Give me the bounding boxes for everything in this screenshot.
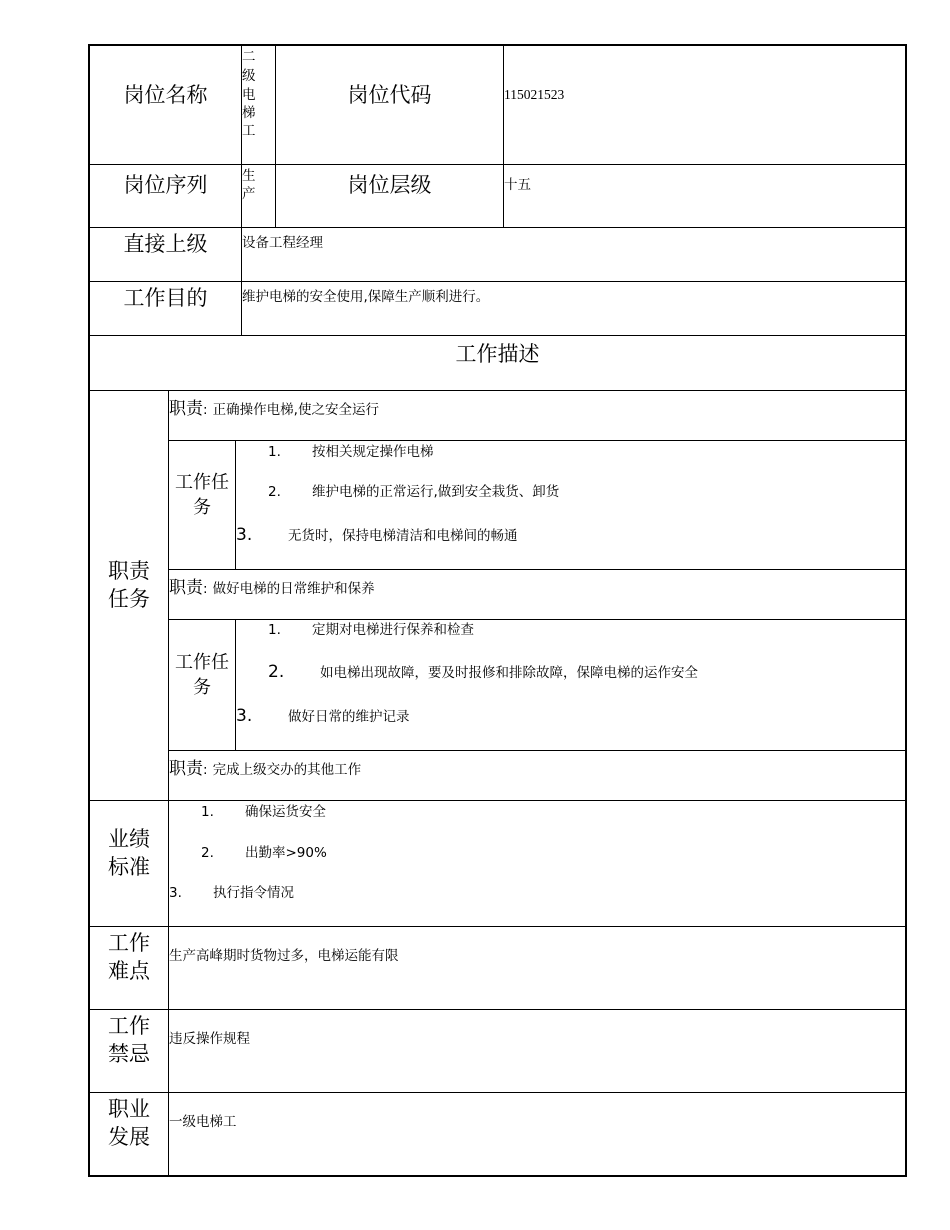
post-name-char: 级 — [242, 68, 256, 84]
row-divider — [88, 1092, 907, 1093]
post-level-value: 十五 — [504, 177, 531, 193]
task-item — [268, 663, 698, 683]
task-text: 定期对电梯进行保养和检查 — [312, 622, 474, 638]
taboo-label-line: 工作 — [108, 1014, 150, 1038]
career-label — [90, 1095, 168, 1151]
task-label-line: 工作任 — [175, 652, 229, 673]
task-text: 如电梯出现故障，要及时报修和排除故障，保障电梯的运作安全 — [320, 665, 698, 681]
row-divider — [168, 619, 907, 620]
post-name-label: 岗位名称 — [123, 83, 208, 107]
performance-number: 2. — [201, 845, 214, 861]
performance-label-line: 标准 — [108, 855, 150, 879]
post-code-value: 115021523 — [504, 87, 565, 102]
performance-number: 3. — [169, 885, 182, 901]
row-divider — [88, 335, 907, 336]
task-label-line: 务 — [193, 497, 211, 518]
row-divider — [88, 281, 907, 282]
task-text: 无货时，保持电梯清洁和电梯间的畅通 — [288, 528, 518, 544]
performance-item — [169, 884, 294, 903]
task-label — [169, 470, 235, 520]
post-series-char: 产 — [242, 186, 256, 202]
row-divider — [88, 800, 907, 801]
table-border-right — [905, 44, 907, 1177]
performance-label-line: 业绩 — [108, 827, 150, 851]
superior-value: 设备工程经理 — [242, 235, 323, 251]
duties-label-line: 任务 — [108, 587, 150, 611]
col-divider — [503, 44, 504, 228]
task-number: 2. — [268, 662, 285, 682]
duty-prefix: 职责 — [169, 578, 203, 598]
duty-text: 做好电梯的日常维护和保养 — [212, 581, 375, 597]
duty-colon: : — [203, 581, 208, 597]
task-text: 维护电梯的正常运行,做到安全栽货、卸货 — [312, 484, 560, 500]
row-divider — [168, 440, 907, 441]
difficulty-label — [90, 929, 168, 985]
row-divider — [168, 750, 907, 751]
career-label-line: 职业 — [108, 1097, 150, 1121]
duty-colon: : — [203, 762, 208, 778]
superior-label: 直接上级 — [123, 232, 208, 256]
post-name-char: 电 — [242, 87, 256, 103]
col-divider — [235, 440, 236, 570]
taboo-value: 违反操作规程 — [169, 1031, 250, 1047]
difficulty-value: 生产高峰期时货物过多，电梯运能有限 — [169, 948, 399, 964]
col-divider — [235, 619, 236, 751]
row-divider — [88, 227, 907, 228]
row-divider — [168, 569, 907, 570]
post-name-char: 梯 — [242, 105, 256, 121]
duties-label-line: 职责 — [108, 559, 150, 583]
difficulty-label-line: 难点 — [108, 959, 150, 983]
purpose-label: 工作目的 — [123, 286, 208, 310]
table-border-top — [88, 44, 907, 46]
task-number: 3. — [236, 706, 253, 726]
row-divider — [88, 926, 907, 927]
performance-text: 确保运货安全 — [245, 804, 326, 820]
duty-prefix: 职责 — [169, 759, 203, 779]
post-name-char: 工 — [242, 123, 256, 139]
task-item — [268, 621, 474, 640]
task-text: 按相关规定操作电梯 — [312, 444, 434, 460]
post-series-char: 生 — [242, 168, 256, 184]
task-number: 1. — [268, 622, 281, 638]
duty-prefix: 职责 — [169, 399, 203, 419]
row-divider — [88, 164, 907, 165]
career-label-line: 发展 — [108, 1125, 150, 1149]
duty-heading — [169, 394, 869, 420]
task-item — [268, 483, 559, 502]
performance-number: 1. — [201, 804, 214, 820]
row-divider — [88, 1009, 907, 1010]
performance-text: 出勤率>90% — [245, 845, 327, 861]
table-border-bottom — [88, 1175, 907, 1177]
col-divider — [275, 44, 276, 228]
performance-item — [201, 803, 326, 822]
purpose-value: 维护电梯的安全使用,保障生产顺利进行。 — [242, 289, 490, 305]
duties-label — [90, 557, 168, 613]
task-label — [169, 650, 235, 700]
task-label-line: 工作任 — [175, 472, 229, 493]
post-code-label: 岗位代码 — [347, 83, 432, 107]
description-title: 工作描述 — [455, 342, 540, 366]
duty-colon: : — [203, 402, 208, 418]
task-number: 2. — [268, 484, 281, 500]
task-label-line: 务 — [193, 677, 211, 698]
taboo-label-line: 禁忌 — [108, 1042, 150, 1066]
task-text: 做好日常的维护记录 — [288, 709, 410, 725]
performance-label — [90, 825, 168, 881]
row-divider — [88, 390, 907, 391]
career-value: 一级电梯工 — [169, 1114, 237, 1130]
post-level-label: 岗位层级 — [347, 173, 432, 197]
post-name-char: 二 — [242, 49, 256, 65]
performance-item — [201, 844, 327, 863]
task-item — [236, 526, 518, 546]
task-item — [236, 707, 410, 727]
task-number: 1. — [268, 444, 281, 460]
difficulty-label-line: 工作 — [108, 931, 150, 955]
task-number: 3. — [236, 525, 253, 545]
performance-text: 执行指令情况 — [213, 885, 294, 901]
task-item — [268, 443, 434, 462]
duty-text: 完成上级交办的其他工作 — [212, 762, 362, 778]
duty-heading — [169, 573, 869, 599]
post-series-label: 岗位序列 — [123, 173, 208, 197]
duty-text: 正确操作电梯,使之安全运行 — [212, 402, 379, 418]
taboo-label — [90, 1012, 168, 1068]
duty-heading — [169, 754, 869, 780]
